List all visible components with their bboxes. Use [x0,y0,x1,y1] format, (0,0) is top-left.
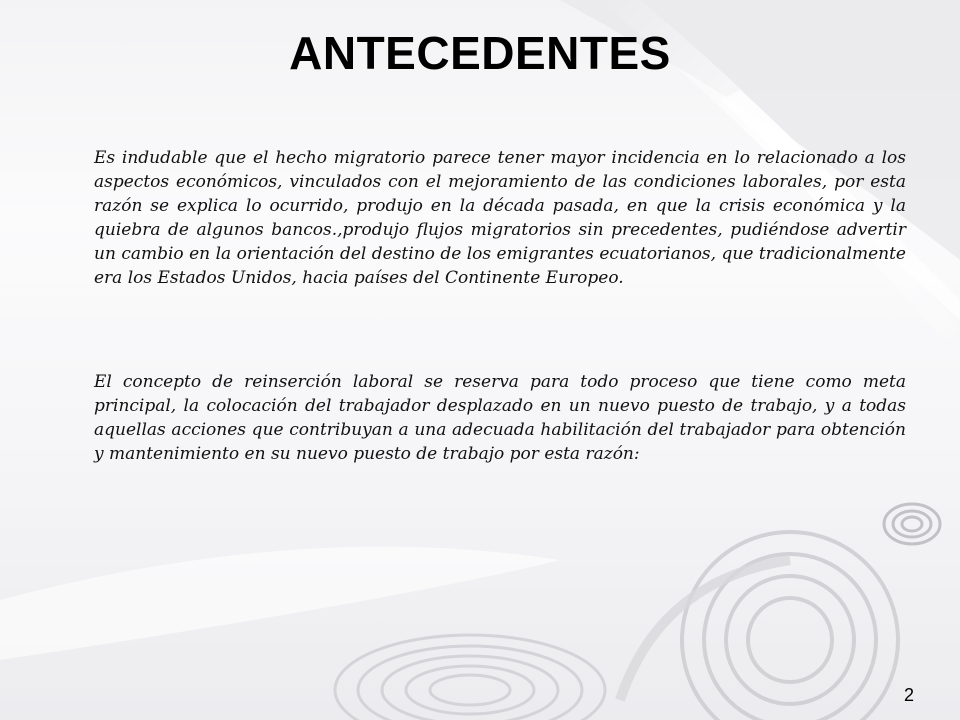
page-number: 2 [903,685,914,705]
paragraph-reinsertion: El concepto de reinserción laboral se reserva para todo proceso que tiene como meta principal, la colocación del trabajador desplazado en un nuevo puesto de trabajo, y a todas aquellas acciones que contribuyan a una adecuada habilitación del trabajador para obtención y mantenimiento en su nuevo puesto de trabajo por esta razón: [94,372,906,464]
paragraph-migration: Es indudable que el hecho migratorio parece tener mayor incidencia en lo relacionado a los aspectos económicos, vinculados con el mejoramiento de las condiciones laborales, por esta razón se explica lo ocurrido, produjo en la década pasada, en que la crisis económica y la quiebra de algunos bancos.,produjo flujos migratorios sin precedentes, pudiéndose advertir un cambio en la orientación del destino de los emigrantes ecuatorianos, que tradicionalmente era los Estados Unidos, hacia países del Continente Europeo. [94,148,906,288]
slide-title: ANTECEDENTES [289,27,671,79]
